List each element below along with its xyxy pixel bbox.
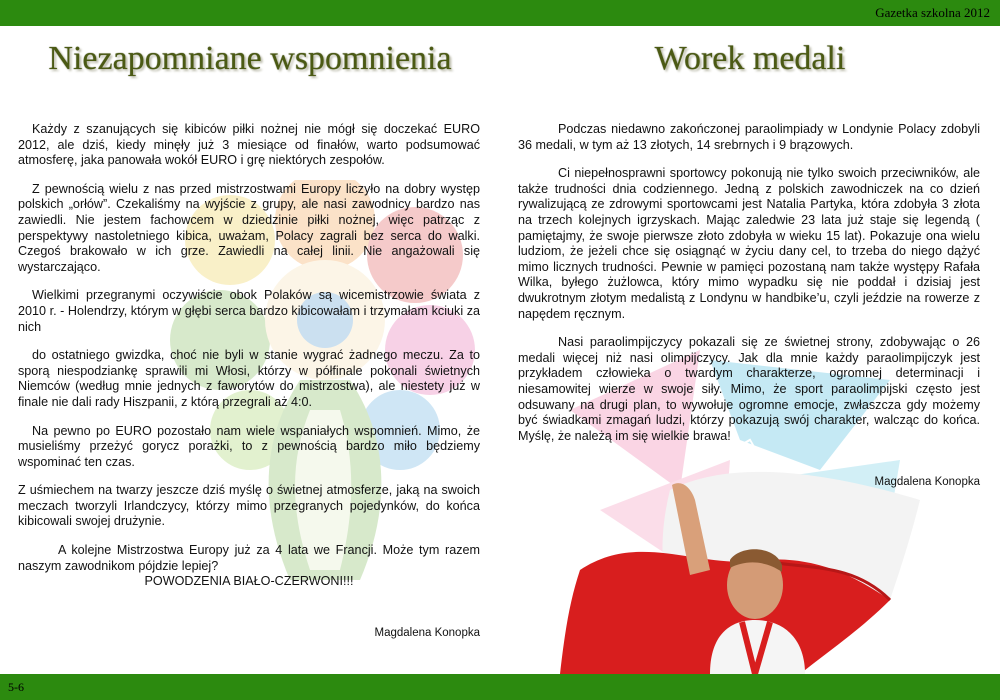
right-article-title: Worek medali (654, 40, 846, 77)
left-article-body (18, 122, 480, 603)
left-article-title: Niezapomniane wspomnienia (48, 40, 452, 77)
left-paragraph-6: Z uśmiechem na twarzy jeszcze dziś myślę o świetnej atmosferze, jaką na swoich meczach tworzyli Irlandczycy, którzy mimo przegranych pojedynków, do końca kibicowali swojej drużynie. (18, 483, 480, 529)
bottom-banner (0, 674, 1000, 700)
right-article-body (518, 122, 980, 457)
right-article-author: Magdalena Konopka (874, 476, 980, 488)
right-paragraph-3: Nasi paraolimpijczycy pokazali się ze świetnej strony, zdobywając o 26 medali więcej niż nasi olimpijczycy. Jak dla mnie każdy paraolimpijczyk jest przykładem człowieka o twardym charakterze, ogromnej determinacji i niesamowitej wierze w swoje siły. Mimo, że sport paraolimpijski często jest odsuwany na drugi plan, to wywołuje ogromne emocje, zwłaszcza gdy możemy być świadkami zmagań ludzi, którzy pokazują swój charakter, walcząc do końca. Myślę, że należą im się wielkie brawa! (518, 335, 980, 443)
left-paragraph-1: Każdy z szanujących się kibiców piłki nożnej nie mógł się doczekać EURO 2012, ale dziś, kiedy minęły już 3 miesiące od finałów, warto podsumować atmosferę, jaka panowała wokół EURO i grę niektórych zespołów. (18, 122, 480, 168)
left-closing-line: POWODZENIA BIAŁO-CZERWONI!!! (144, 574, 354, 589)
right-paragraph-2: Ci niepełnosprawni sportowcy pokonują nie tylko swoich przeciwników, ale także trudności dnia codziennego. Jedną z polskich zawodniczek na co dzień rywalizującą ze zdrowymi sportowcami jest Natalia Partyka, która zdobyła 3 złota na trzech kolejnych igrzyskach. Mając zaledwie 23 lata już staje się legendą ( pamiętajmy, że swoje pierwsze złoto zdobyła w wieku 15 lat). Pokazuje ona wielu ludziom, że jeżeli chce się osiągnąć w życiu dany cel, to trzeba do niego dążyć mimo licznych trudności. Pewnie w pamięci pozostaną nam także występy Rafała Wilka, byłego żużlowca, który mimo wypadku się nie poddał i dzisiaj jest dwukrotnym złotym medalistą z Londynu w handbike’u, czyli jeździe na rowerze z napędem ręcznym. (518, 166, 980, 321)
right-paragraph-1: Podczas niedawno zakończonej paraolimpiady w Londynie Polacy zdobyli 36 medali, w tym aż 13 złotych, 14 srebrnych i 9 brązowych. (518, 122, 980, 152)
athlete-with-flag-photo (560, 460, 940, 674)
left-article-author: Magdalena Konopka (374, 627, 480, 639)
left-paragraph-7: A kolejne Mistrzostwa Europy już za 4 lata we Francji. Może tym razem naszym zawodnikom pójdzie lepiej? (18, 543, 480, 573)
top-banner (0, 0, 1000, 26)
issue-label: Gazetka szkolna 2012 (875, 5, 990, 20)
page-numbers: 5-6 (8, 680, 24, 694)
left-paragraph-3: Wielkimi przegranymi oczywiście obok Polaków są wicemistrzowie świata z 2010 r. - Holendrzy, którym w głębi serca bardzo kibicowałam i trzymałam kciuki za nich (18, 288, 480, 334)
left-paragraph-5: Na pewno po EURO pozostało nam wiele wspaniałych wspomnień. Mimo, że musieliśmy przeżyć gorycz porażki, to z pewnością bardzo miło będziemy wspominać ten czas. (18, 423, 480, 469)
left-paragraph-4: do ostatniego gwizdka, choć nie byli w stanie wygrać żadnego meczu. Za to sporą niespodziankę sprawili mi Włosi, którzy w półfinale pokonali świetnych Niemców (według mnie jednych z faworytów do mistrzostwa), ale niestety już w finale nie dali rady Hiszpanii, z którą przegrali aż 4:0. (18, 348, 480, 409)
left-paragraph-2: Z pewnością wielu z nas przed mistrzostwami Europy liczyło na dobry występ polskich „orłów”. Czekaliśmy na wyjście z grupy, ale nasi zawodnicy bardzo nas zawiedli. Nie jestem fachowcem w dziedzinie piłki nożnej, więc patrząc z perspektywy nastoletniego kibica, uważam, Polacy zagrali bez serca do walki. Czegoś brakowało w ich grze. Zawiedli na całej linii. Nie angażowali się wystarczająco. (18, 181, 480, 274)
